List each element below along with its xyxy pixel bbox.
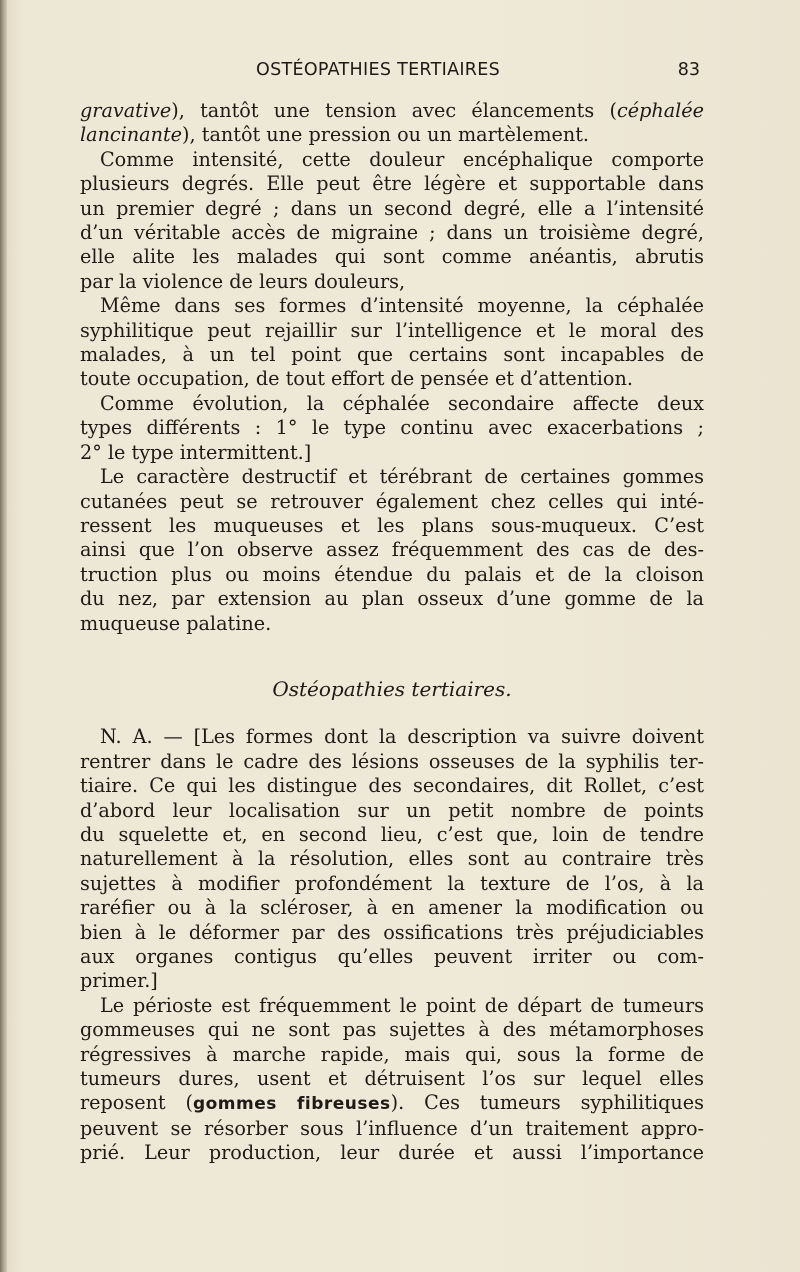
text-line: du squelette et, en second lieu, c’est que, loin de tendre <box>80 822 704 846</box>
text-line: truction plus ou moins étendue du palais et de la cloison <box>80 562 704 586</box>
text-line: du nez, par extension au plan osseux d’une gomme de la <box>80 587 704 611</box>
book-spine-shadow <box>0 0 7 1272</box>
text-line: primer.] <box>80 969 158 993</box>
text-line: d’un véritable accès de migraine ; dans un troisième degré, <box>80 221 704 245</box>
text-line: lancinante), tantôt une pression ou un martèlement. <box>80 123 590 147</box>
text-line: peuvent se résorber sous l’influence d’un traitement appro- <box>80 1116 704 1140</box>
text-line: un premier degré ; dans un second degré, elle a l’intensité <box>80 196 704 220</box>
text-line: rentrer dans le cadre des lésions osseuses de la syphilis ter- <box>80 749 704 773</box>
page-body <box>80 99 704 1166</box>
text-line: régressives à marche rapide, mais qui, sous la forme de <box>80 1042 704 1066</box>
text-line: types différents : 1° le type continu avec exacerbations ; <box>80 416 704 440</box>
spacer <box>80 701 704 725</box>
bold-term: gommes fibreuses <box>192 1094 391 1115</box>
text-line: ressent les muqueuses et les plans sous-muqueux. C’est <box>80 513 704 537</box>
text-line: Le caractère destructif et térébrant de certaines gommes <box>100 465 704 489</box>
italic-term: gravative <box>80 99 172 122</box>
text-line: Comme évolution, la céphalée secondaire affecte deux <box>100 391 704 415</box>
text-line: prié. Leur production, leur durée et aussi l’importance <box>80 1141 704 1165</box>
text-line: reposent (gommes fibreuses). Ces tumeurs syphilitiques <box>80 1091 704 1115</box>
spacer <box>80 636 704 677</box>
text-line: sujettes à modifier profondément la texture de l’os, à la <box>80 871 704 895</box>
text-line: muqueuse palatine. <box>80 611 272 635</box>
italic-term: céphalée <box>616 99 704 122</box>
text-line: aux organes contigus qu’elles peuvent irriter ou com- <box>80 945 704 968</box>
text-line: malades, à un tel point que certains sont incapables de <box>80 343 704 367</box>
text-line: raréfier ou à la scléroser, à en amener la modification ou <box>80 896 704 920</box>
text-line: syphilitique peut rejaillir sur l’intelligence et le moral des <box>80 318 704 342</box>
text-line: d’abord leur localisation sur un petit nombre de points <box>80 798 704 822</box>
text-line: cutanées peut se retrouver également chez celles qui inté- <box>80 489 704 513</box>
text-line: gravative), tantôt une tension avec élancements (céphalée <box>80 99 704 122</box>
text-line: N. A. — [Les formes dont la description va suivre doivent <box>100 725 704 749</box>
text-line: bien à le déformer par des ossifications très préjudiciables <box>80 920 704 944</box>
text-line: Le périoste est fréquemment le point de départ de tumeurs <box>100 993 704 1017</box>
text-line: gommeuses qui ne sont pas sujettes à des métamorphoses <box>80 1018 704 1042</box>
text-line: Comme intensité, cette douleur encéphalique comporte <box>100 147 704 171</box>
text-line: elle alite les malades qui sont comme anéantis, abrutis <box>80 245 704 269</box>
text-line: tiaire. Ce qui les distingue des secondaires, dit Rollet, c’est <box>80 774 704 798</box>
text-line: naturellement à la résolution, elles sont au contraire très <box>80 847 704 871</box>
text-line: tumeurs dures, usent et détruisent l’os sur lequel elles <box>80 1067 704 1091</box>
running-head-title: OSTÉOPATHIES TERTIAIRES <box>256 60 501 80</box>
running-head <box>80 60 704 88</box>
italic-term: lancinante <box>80 123 183 147</box>
text-line: Même dans ses formes d’intensité moyenne, la céphalée <box>100 294 704 318</box>
text-line: par la violence de leurs douleurs, <box>80 269 406 293</box>
text-line: plusieurs degrés. Elle peut être légère et supportable dans <box>80 172 704 196</box>
page-number: 83 <box>677 60 700 80</box>
text-line: ainsi que l’on observe assez fréquemment des cas de des- <box>80 538 704 562</box>
text-line: toute occupation, de tout effort de pensée et d’attention. <box>80 367 633 391</box>
text-line: 2° le type intermittent.] <box>80 440 312 464</box>
section-heading: Ostéopathies tertiaires. <box>272 676 512 701</box>
